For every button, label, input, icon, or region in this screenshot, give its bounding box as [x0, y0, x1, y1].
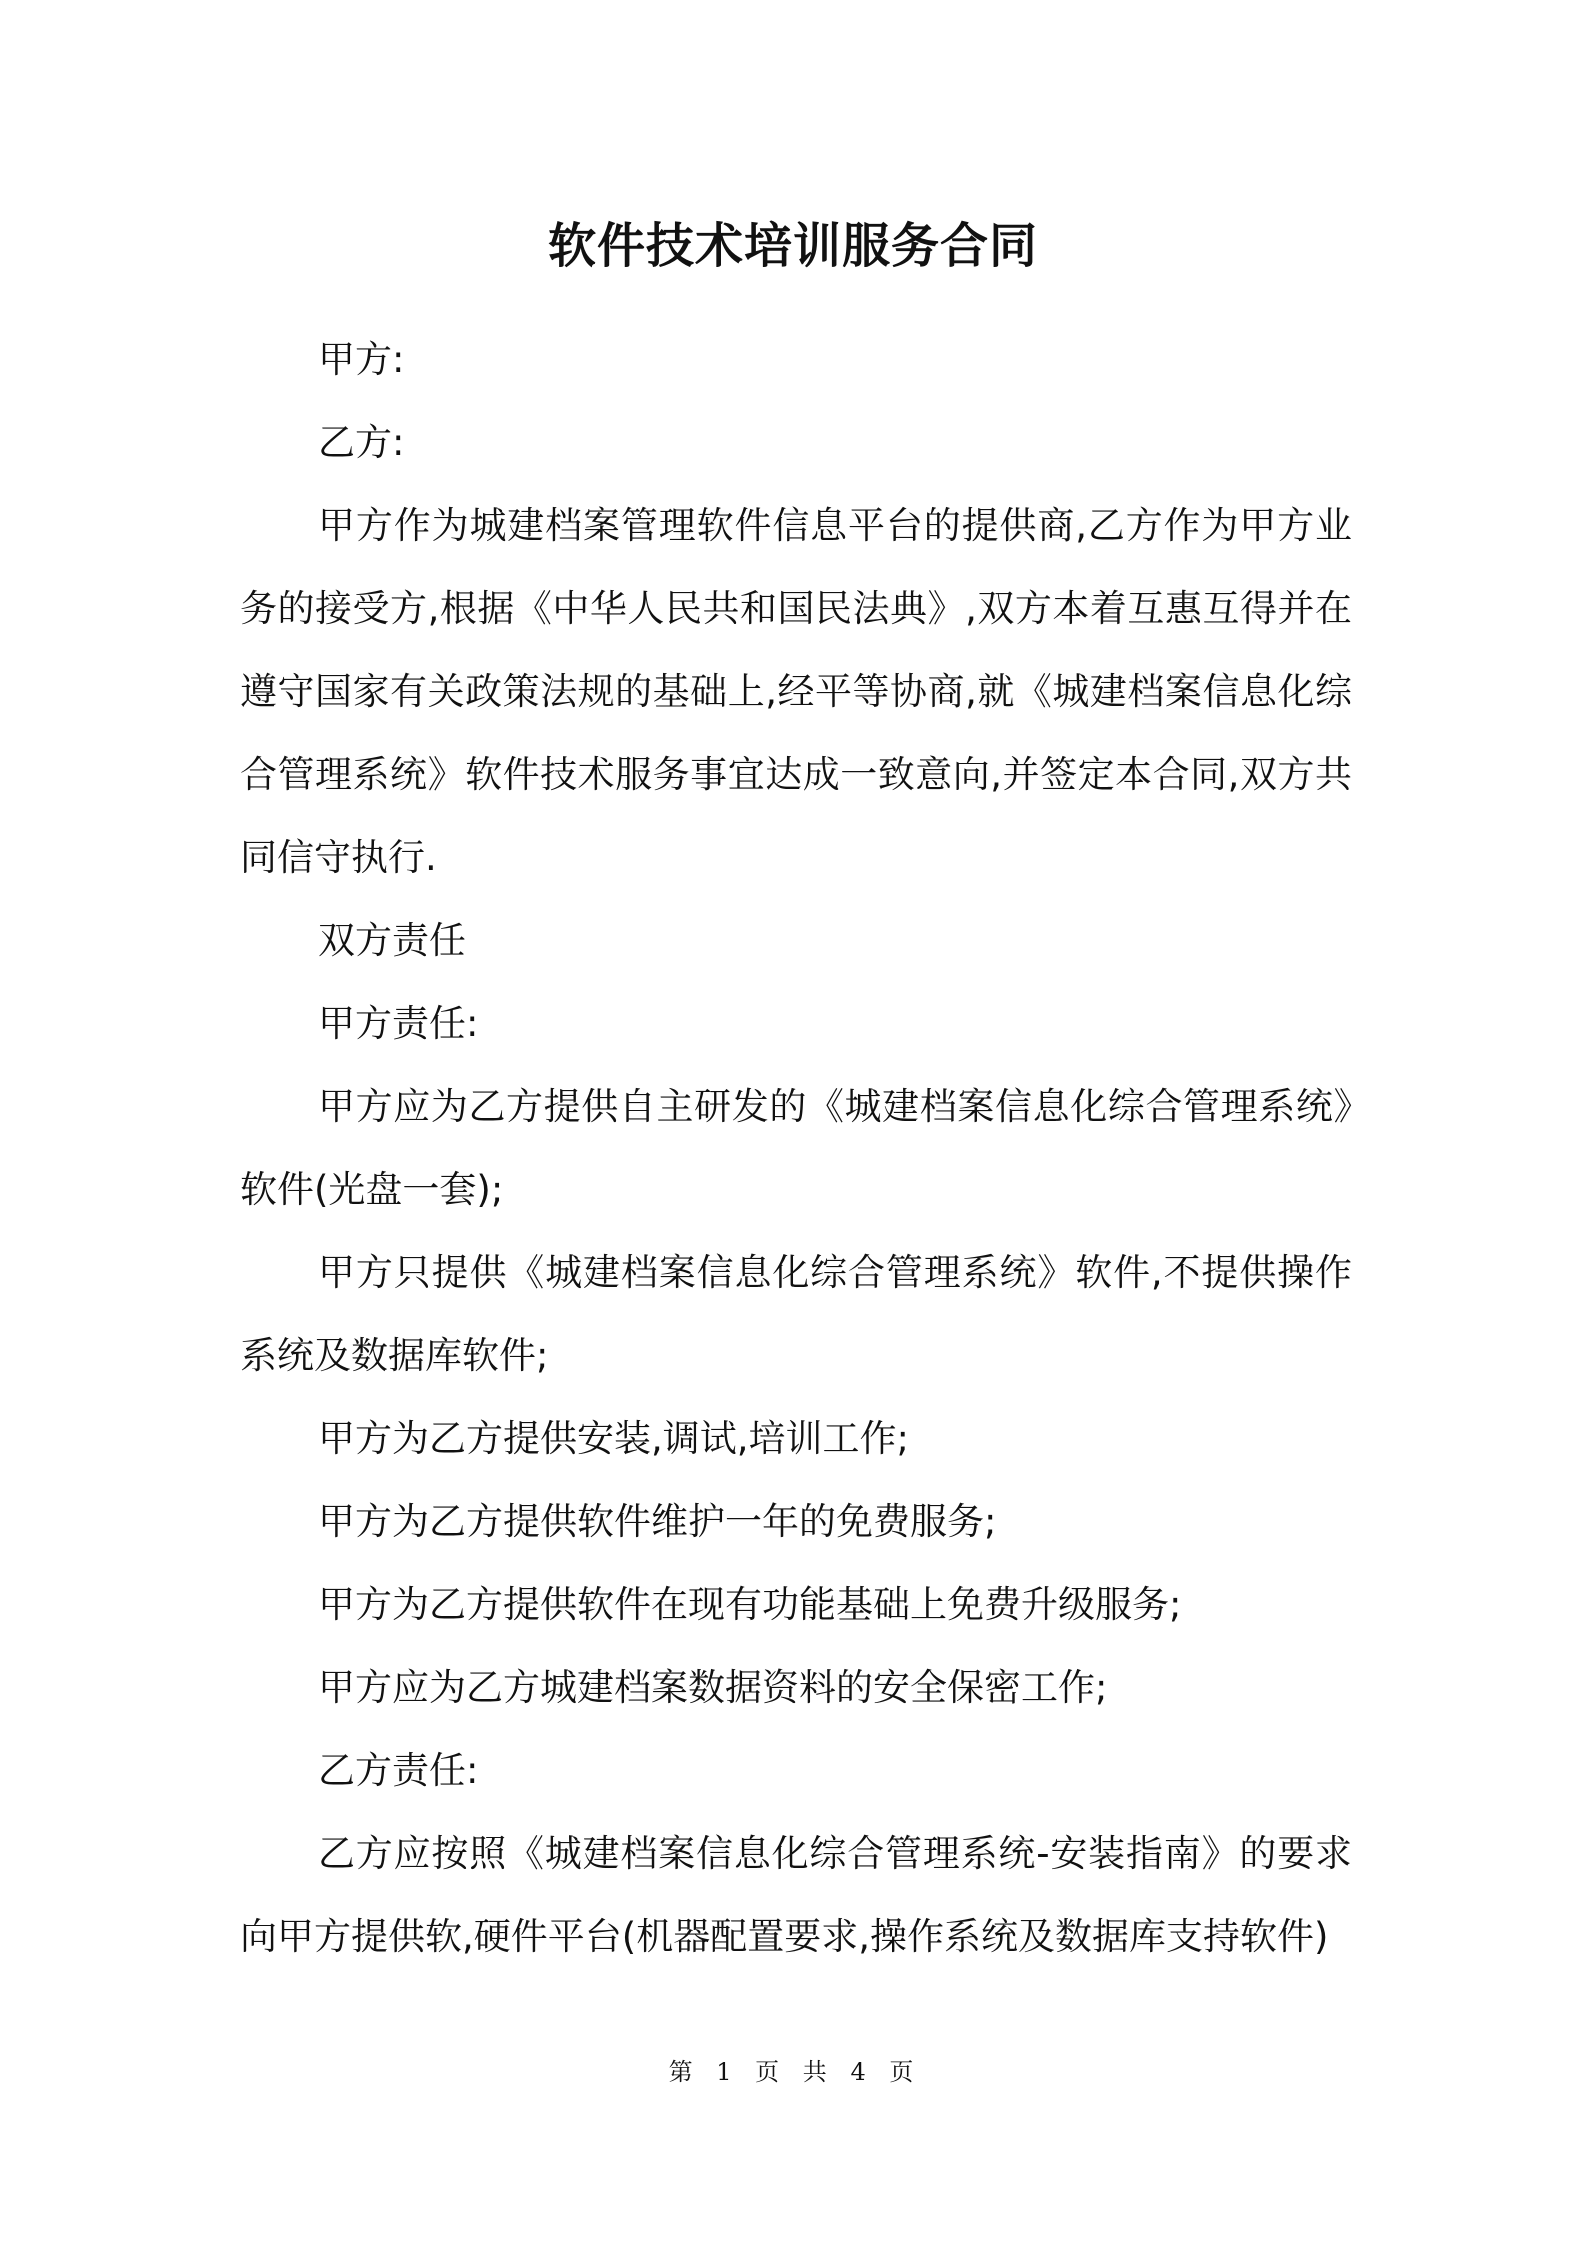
- party-a-item-2: 甲方只提供《城建档案信息化综合管理系统》软件,不提供操作系统及数据库软件;: [240, 1251, 1352, 1377]
- party-a-item-6: 甲方应为乙方城建档案数据资料的安全保密工作;: [318, 1666, 1108, 1709]
- party-a-line: 甲方:: [318, 338, 405, 381]
- party-b-item-1: 乙方应按照《城建档案信息化综合管理系统-安装指南》的要求向甲方提供软,硬件平台(机器配置要求,操作系统及数据库支持软件): [240, 1832, 1352, 1958]
- party-a-item-1: 甲方应为乙方提供自主研发的《城建档案信息化综合管理系统》软件(光盘一套);: [240, 1085, 1352, 1211]
- preamble-paragraph: 甲方作为城建档案管理软件信息平台的提供商,乙方作为甲方业务的接受方,根据《中华人民共和国民法典》,双方本着互惠互得并在遵守国家有关政策法规的基础上,经平等协商,就《城建档案信息化综合管理系统》软件技术服务事宜达成一致意向,并签定本合同,双方共同信守执行.: [240, 504, 1352, 879]
- party-b-responsibility-heading: 乙方责任:: [318, 1749, 479, 1792]
- section-heading-responsibilities: 双方责任: [318, 919, 466, 962]
- party-a-item-4: 甲方为乙方提供软件维护一年的免费服务;: [318, 1500, 997, 1543]
- party-a-item-5: 甲方为乙方提供软件在现有功能基础上免费升级服务;: [318, 1583, 1182, 1626]
- party-a-item-3: 甲方为乙方提供安装,调试,培训工作;: [318, 1417, 909, 1460]
- page-number-footer: 第 1 页 共 4 页: [668, 2058, 918, 2086]
- document-body: [240, 318, 1352, 1978]
- party-a-responsibility-heading: 甲方责任:: [318, 1002, 479, 1045]
- party-b-line: 乙方:: [318, 421, 405, 464]
- document-title: 软件技术培训服务合同: [547, 218, 1038, 274]
